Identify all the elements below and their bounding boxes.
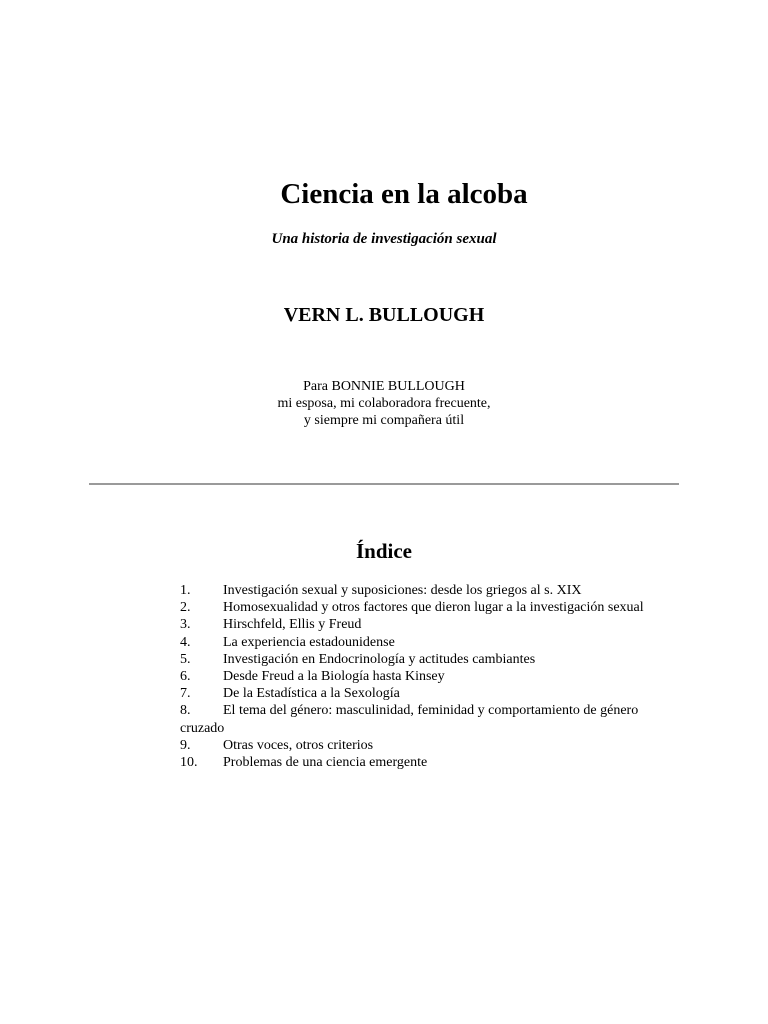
toc-item-title: De la Estadística a la Sexología <box>223 686 400 702</box>
toc-item <box>180 651 680 668</box>
author-name: VERN L. BULLOUGH <box>283 304 485 326</box>
toc-item-title: Homosexualidad y otros factores que dieron lugar a la investigación sexual <box>223 600 644 616</box>
toc-item-title: Hirschfeld, Ellis y Freud <box>223 617 362 633</box>
toc-item-number: 7. <box>180 686 191 702</box>
toc-heading: Índice <box>355 539 412 563</box>
book-subtitle: Una historia de investigación sexual <box>271 231 497 247</box>
toc-item <box>180 634 680 651</box>
toc-item-number: 10. <box>180 755 198 771</box>
toc-item <box>180 754 680 771</box>
toc-item <box>180 702 680 736</box>
toc-item <box>180 668 680 685</box>
toc-item-number: 6. <box>180 669 191 685</box>
dedication <box>0 378 768 429</box>
toc-item-title: El tema del género: masculinidad, feminidad y comportamiento de género cruzado <box>180 703 639 736</box>
toc-item-title: Otras voces, otros criterios <box>223 737 374 753</box>
toc-item-title: Investigación sexual y suposiciones: desde los griegos al s. XIX <box>223 583 582 598</box>
book-title: Ciencia en la alcoba <box>280 178 528 210</box>
toc-item-number: 9. <box>180 737 191 753</box>
dedication-line: mi esposa, mi colaboradora frecuente, <box>277 396 491 411</box>
toc-item-number: 8. <box>180 703 191 719</box>
toc-item <box>180 685 680 702</box>
toc-item-number: 3. <box>180 617 191 633</box>
toc-item <box>180 582 680 599</box>
toc-item <box>180 616 680 633</box>
toc-item-title: Problemas de una ciencia emergente <box>223 755 428 771</box>
toc-item <box>180 599 680 616</box>
dedication-line: y siempre mi compañera útil <box>303 413 465 428</box>
table-of-contents <box>180 582 680 771</box>
toc-item-number: 4. <box>180 634 191 650</box>
toc-item-number: 1. <box>180 583 191 598</box>
horizontal-divider <box>89 483 679 485</box>
toc-item <box>180 737 680 754</box>
toc-item-number: 2. <box>180 600 191 616</box>
dedication-line: Para BONNIE BULLOUGH <box>303 379 465 394</box>
toc-item-number: 5. <box>180 651 191 667</box>
toc-item-title: La experiencia estadounidense <box>223 634 395 650</box>
toc-item-title: Investigación en Endocrinología y actitudes cambiantes <box>223 651 536 667</box>
toc-item-title: Desde Freud a la Biología hasta Kinsey <box>223 669 445 685</box>
